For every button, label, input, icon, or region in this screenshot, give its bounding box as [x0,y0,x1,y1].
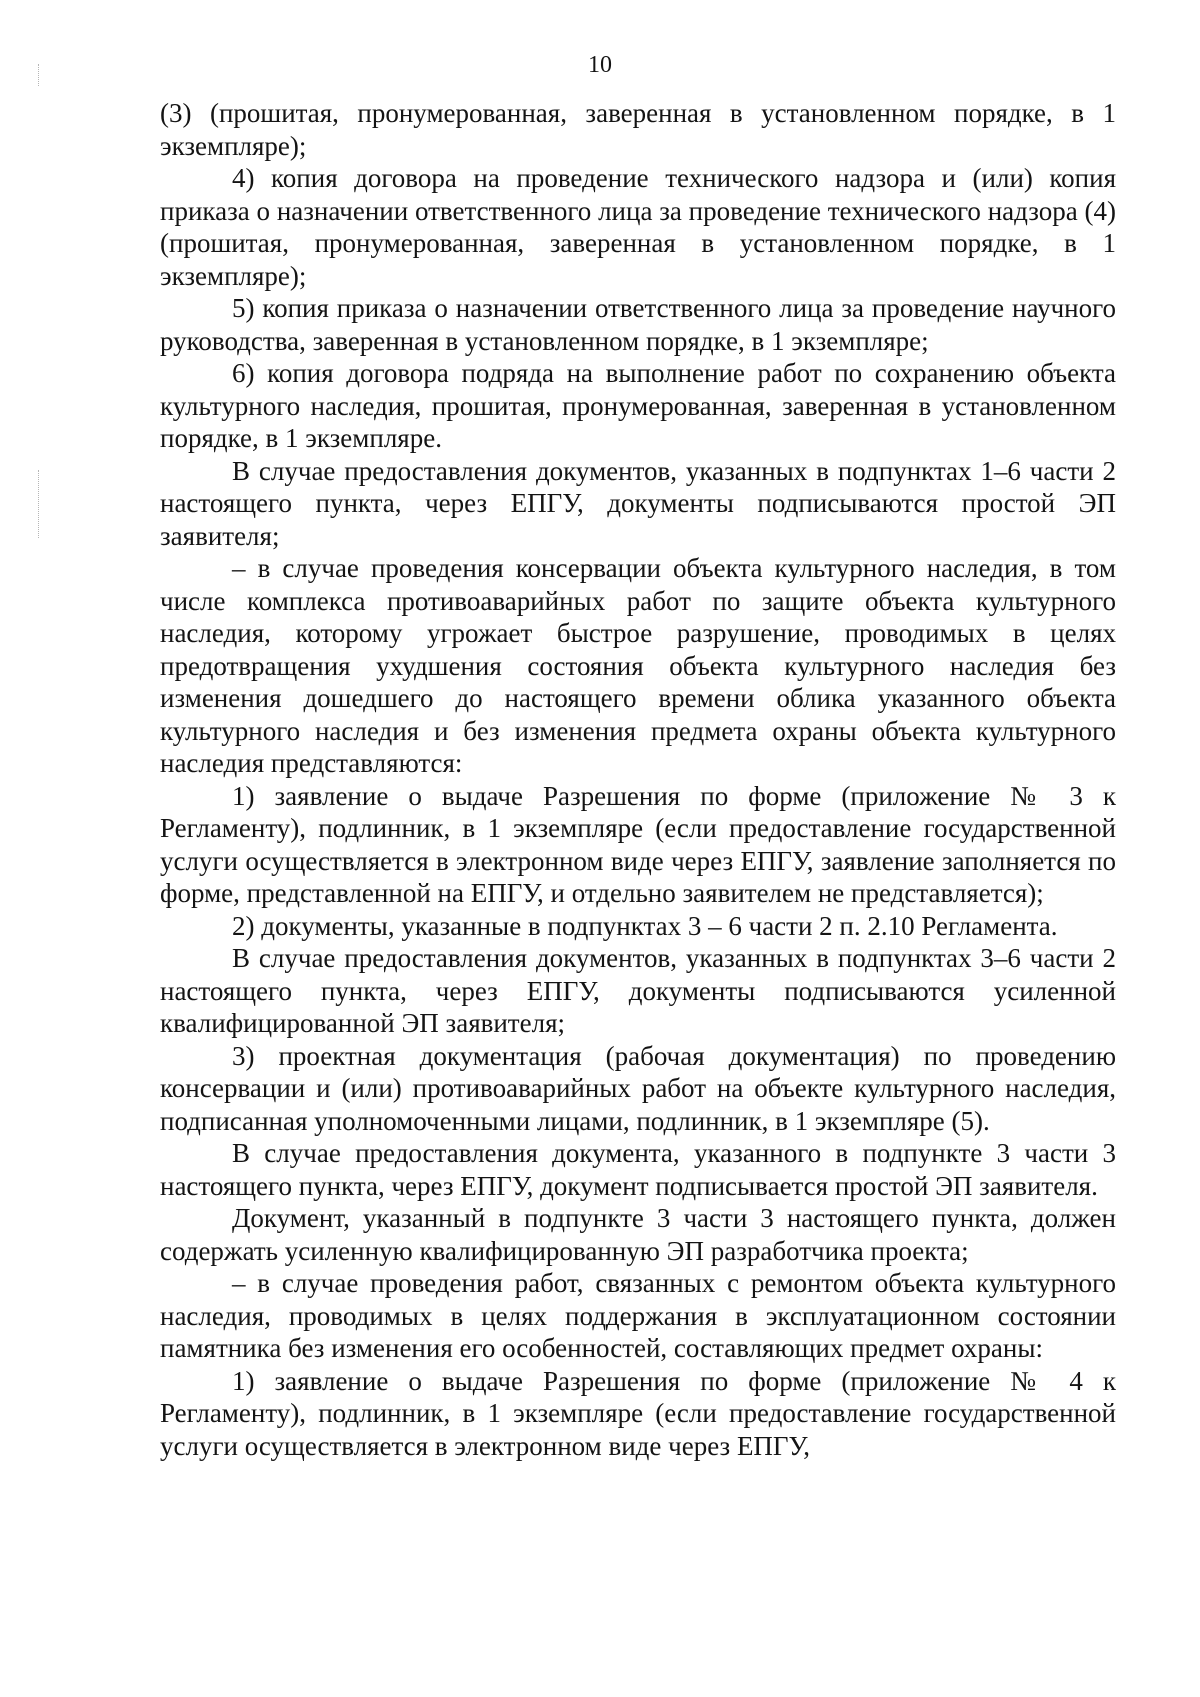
paragraph-10: 3) проектная документация (рабочая документация) по проведению консервации и (или) противоаварийных работ на объекте культурного наследия, подписанная уполномоченными лицами, подлинник, в 1 экземпляре (5). [160,1040,1116,1136]
paragraph-9: В случае предоставления документов, указанных в подпунктах 3–6 части 2 настоящего пункта, через ЕПГУ, документы подписываются усиленной квалифицированной ЭП заявителя; [160,943,1116,1038]
paragraph-11: В случае предоставления документа, указанного в подпункте 3 части 3 настоящего пункта, через ЕПГУ, документ подписывается простой ЭП заявителя. [160,1138,1116,1201]
paragraph-4: 6) копия договора подряда на выполнение работ по сохранению объекта культурного наследия, прошитая, пронумерованная, заверенная в установленном порядке, в 1 экземпляре. [160,358,1116,453]
paragraph-7: 1) заявление о выдаче Разрешения по форме (приложение № 3 к Регламенту), подлинник, в 1 экземпляре (если предоставление государственной услуги осуществляется в электронном виде через ЕПГУ, заявление заполняется по форме, представленной на ЕПГУ, и отдельно заявителем не представляется); [160,780,1116,908]
paragraph-8: 2) документы, указанные в подпунктах 3 – 6 части 2 п. 2.10 Регламента. [232,910,1058,941]
paragraph-2: 4) копия договора на проведение технического надзора и (или) копия приказа о назначении ответственного лица за проведение технического надзора (4) (прошитая, пронумерованная, заверенная в установленном порядке, в 1 экземпляре); [160,163,1116,291]
document-body [160,97,1116,1462]
paragraph-14: 1) заявление о выдаче Разрешения по форме (приложение № 4 к Регламенту), подлинник, в 1 экземпляре (если предоставление государственной услуги осуществляется в электронном виде через ЕПГУ, [160,1365,1116,1461]
paragraph-3: 5) копия приказа о назначении ответственного лица за проведение научного руководства, заверенная в установленном порядке, в 1 экземпляре; [160,293,1116,356]
binding-mark-middle [38,470,39,538]
page-number: 10 [588,52,612,78]
paragraph-13: – в случае проведения работ, связанных с ремонтом объекта культурного наследия, проводимых в целях поддержания в эксплуатационном состоянии памятника без изменения его особенностей, составляющих предмет охраны: [160,1268,1116,1363]
paragraph-6: – в случае проведения консервации объекта культурного наследия, в том числе комплекса противоаварийных работ по защите объекта культурного наследия, которому угрожает быстрое разрушение, проводимых в целях предотвращения ухудшения состояния объекта культурного наследия без изменения дошедшего до настоящего времени облика указанного объекта культурного наследия и без изменения предмета охраны объекта культурного наследия представляются: [160,553,1116,778]
paragraph-1: (3) (прошитая, пронумерованная, заверенная в установленном порядке, в 1 экземпляре); [160,98,1116,161]
paragraph-12: Документ, указанный в подпункте 3 части 3 настоящего пункта, должен содержать усиленную квалифицированную ЭП разработчика проекта; [160,1203,1116,1266]
paragraph-5: В случае предоставления документов, указанных в подпунктах 1–6 части 2 настоящего пункта, через ЕПГУ, документы подписываются простой ЭП заявителя; [160,455,1116,551]
